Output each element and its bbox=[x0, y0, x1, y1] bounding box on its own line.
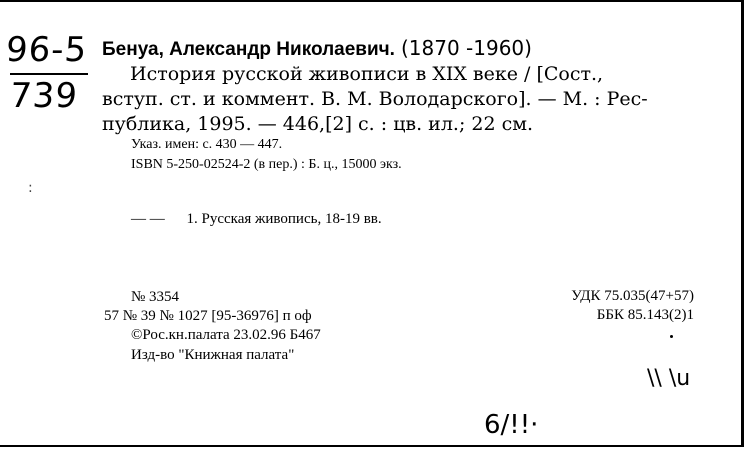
publisher-line: Изд-во "Книжная палата" bbox=[131, 347, 295, 363]
author-line bbox=[102, 36, 702, 62]
shelf-mark-divider bbox=[10, 73, 88, 75]
author-dates: (1870 -1960) bbox=[400, 36, 532, 60]
bbk-code: ББК 85.143(2)1 bbox=[596, 307, 694, 323]
order-line: 57 № 39 № 1027 [95-36976] п оф bbox=[104, 308, 312, 324]
subject-text: 1. Русская живопись, 18-19 вв. bbox=[186, 211, 382, 227]
handwritten-mark-1: \\ \u bbox=[647, 366, 691, 391]
udk-code: УДК 75.035(47+57) bbox=[571, 288, 694, 304]
shelf-mark-bottom: 739 bbox=[8, 76, 80, 116]
handwritten-mark-2: 6/!!· bbox=[484, 410, 539, 440]
record-number: № 3354 bbox=[131, 289, 180, 305]
bibliographic-entry bbox=[102, 36, 702, 137]
title-line-2: вступ. ст. и коммент. В. М. Володарского]. — М. : Рес- bbox=[102, 88, 648, 110]
book-chamber-line: ©Рос.кн.палата 23.02.96 Б467 bbox=[131, 327, 321, 343]
shelf-mark-top: 96-5 bbox=[4, 30, 89, 70]
author-name: Бенуа, Александр Николаевич. bbox=[102, 39, 395, 60]
title-line-1: История русской живописи в XIX веке / [Сост., bbox=[130, 63, 604, 85]
margin-scribble: : bbox=[28, 180, 33, 196]
subject-heading bbox=[131, 211, 382, 228]
subject-dashes: — — bbox=[131, 211, 165, 227]
isbn-line: ISBN 5-250-02524-2 (в пер.) : Б. ц., 15000 экз. bbox=[131, 157, 402, 172]
title-line-3: публика, 1995. — 446,[2] с. : цв. ил.; 22 см. bbox=[102, 113, 534, 135]
index-note: Указ. имен: с. 430 — 447. bbox=[131, 137, 283, 152]
ink-dot bbox=[670, 335, 673, 338]
